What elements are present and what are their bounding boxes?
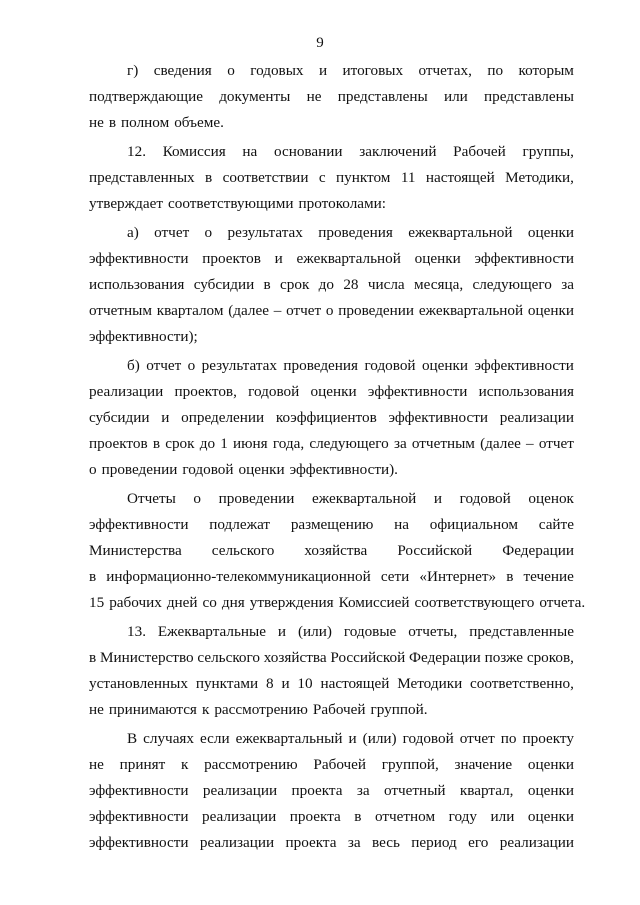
text-line: эффективности подлежат размещению на официальном сайте xyxy=(89,516,574,533)
text-line: представленных в соответствии с пунктом 11 настоящей Методики, xyxy=(89,169,574,186)
text-line: в Министерство сельского хозяйства Российской Федерации позже сроков, xyxy=(89,649,574,666)
text-line: эффективности реализации проекта в отчетном году или оценки xyxy=(89,808,574,825)
text-line: утверждает соответствующими протоколами: xyxy=(89,195,386,212)
document-body xyxy=(89,58,586,856)
text-line: установленных пунктами 8 и 10 настоящей Методики соответственно, xyxy=(89,675,574,692)
text-line: эффективности); xyxy=(89,328,198,345)
paragraph-p-b xyxy=(89,353,574,483)
text-line: не принят к рассмотрению Рабочей группой, значение оценки xyxy=(89,756,574,773)
text-line: 15 рабочих дней со дня утверждения Комиссией соответствующего отчета. xyxy=(89,594,586,611)
text-line: субсидии и определении коэффициентов эффективности реализации xyxy=(89,409,574,426)
text-line: подтверждающие документы не представлены или представлены xyxy=(89,88,574,105)
paragraph-p-g xyxy=(89,58,574,136)
text-line: г) сведения о годовых и итоговых отчетах, по которым xyxy=(127,62,574,79)
text-line: не в полном объеме. xyxy=(89,114,224,131)
text-line: 13. Ежеквартальные и (или) годовые отчеты, представленные xyxy=(127,623,574,640)
page-number: 9 xyxy=(316,35,324,51)
paragraph-p-reports xyxy=(89,486,586,616)
text-line: а) отчет о результатах проведения ежеквартальной оценки xyxy=(127,224,574,241)
text-line: в информационно-телекоммуникационной сети «Интернет» в течение xyxy=(89,568,574,585)
text-line: отчетным кварталом (далее – отчет о проведении ежеквартальной оценки xyxy=(89,302,574,319)
paragraph-p-cases xyxy=(89,726,574,856)
paragraph-p-a xyxy=(89,220,574,350)
text-line: В случаях если ежеквартальный и (или) годовой отчет по проекту xyxy=(127,730,574,747)
text-line: о проведении годовой оценки эффективности). xyxy=(89,461,398,478)
text-line: эффективности реализации проекта за весь период его реализации xyxy=(89,834,574,851)
text-line: эффективности реализации проекта за отчетный квартал, оценки xyxy=(89,782,574,799)
text-line: эффективности проектов и ежеквартальной оценки эффективности xyxy=(89,250,574,267)
text-line: б) отчет о результатах проведения годовой оценки эффективности xyxy=(127,357,574,374)
text-line: использования субсидии в срок до 28 числа месяца, следующего за xyxy=(89,276,574,293)
paragraph-p-12 xyxy=(89,139,574,217)
text-line: Министерства сельского хозяйства Российской Федерации xyxy=(89,542,574,559)
text-line: проектов в срок до 1 июня года, следующего за отчетным (далее – отчет xyxy=(89,435,574,452)
text-line: 12. Комиссия на основании заключений Рабочей группы, xyxy=(127,143,574,160)
text-line: Отчеты о проведении ежеквартальной и годовой оценок xyxy=(127,490,574,507)
paragraph-p-13 xyxy=(89,619,574,723)
text-line: не принимаются к рассмотрению Рабочей группой. xyxy=(89,701,428,718)
text-line: реализации проектов, годовой оценки эффективности использования xyxy=(89,383,574,400)
